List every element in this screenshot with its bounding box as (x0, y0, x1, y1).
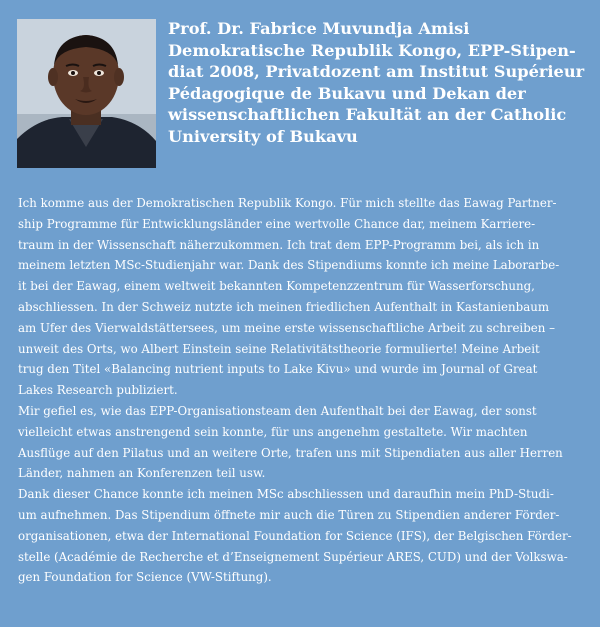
body-line: Ausflüge auf den Pilatus und an weitere Orte, trafen uns mit Stipendiaten aus aller Herren (18, 445, 563, 460)
body-line: ship Programme für Entwicklungsländer eine wertvolle Chance dar, meinem Karriere- (18, 216, 536, 231)
body-line: vielleicht etwas anstrengend sein konnte, für uns angenehm gestaltete. Wir machten (18, 424, 528, 439)
body-line: meinem letzten MSc-Studienjahr war. Dank des Stipendiums konnte ich meine Laborarbe- (18, 258, 560, 273)
portrait-photo (17, 19, 156, 168)
heading-line: diat 2008, Privatdozent am Institut Supérieur (168, 62, 585, 82)
heading-line: Prof. Dr. Fabrice Muvundja Amisi (168, 19, 470, 38)
heading-line: Demokratische Republik Kongo, EPP-Stipen- (168, 40, 576, 60)
body-line: stelle (Académie de Recherche et d’Enseignement Supérieur ARES, CUD) und der Volkswa- (18, 549, 568, 564)
portrait-photo-icon (17, 19, 156, 168)
body-line: am Ufer des Vierwaldstättersees, um meine erste wissenschaftliche Arbeit zu schreiben – (18, 320, 555, 335)
body-line: gen Foundation for Science (VW-Stiftung). (18, 570, 272, 585)
heading-line: wissenschaftlichen Fakultät an der Catholic (168, 105, 567, 125)
body-line: Dank dieser Chance konnte ich meinen MSc abschliessen und daraufhin mein PhD-Studi- (18, 487, 554, 502)
body-line: traum in der Wissenschaft näherzukommen. Ich trat dem EPP-Programm bei, als ich in (18, 237, 540, 252)
body-line: unweit des Orts, wo Albert Einstein seine Relativitätstheorie formulierte! Meine Arbeit (18, 341, 540, 356)
body-line: Mir gefiel es, wie das EPP-Organisationsteam den Aufenthalt bei der Eawag, der sonst (18, 403, 537, 418)
body-line: organisationen, etwa der International Foundation for Science (IFS), der Belgischen Förder- (18, 528, 572, 543)
body-line: it bei der Eawag, einem weltweit bekannten Kompetenzzentrum für Wasserforschung, (18, 279, 535, 294)
heading-line: Pédagogique de Bukavu und Dekan der (168, 83, 526, 103)
body-line: Ich komme aus der Demokratischen Republik Kongo. Für mich stellte das Eawag Partner- (18, 196, 557, 210)
body-line: um aufnehmen. Das Stipendium öffnete mir auch die Türen zu Stipendien anderer Förder- (18, 507, 560, 522)
body-line: abschliessen. In der Schweiz nutzte ich meinen friedlichen Aufenthalt in Kastanienbaum (18, 299, 550, 314)
body-line: Lakes Research publiziert. (18, 383, 178, 398)
body-line: trug den Titel «Balancing nutrient inputs to Lake Kivu» und wurde im Journal of Great (18, 362, 538, 377)
testimonial-body (18, 193, 588, 588)
profile-heading (168, 18, 588, 148)
body-line: Länder, nahmen an Konferenzen teil usw. (18, 466, 266, 481)
heading-line: University of Bukavu (168, 126, 358, 146)
